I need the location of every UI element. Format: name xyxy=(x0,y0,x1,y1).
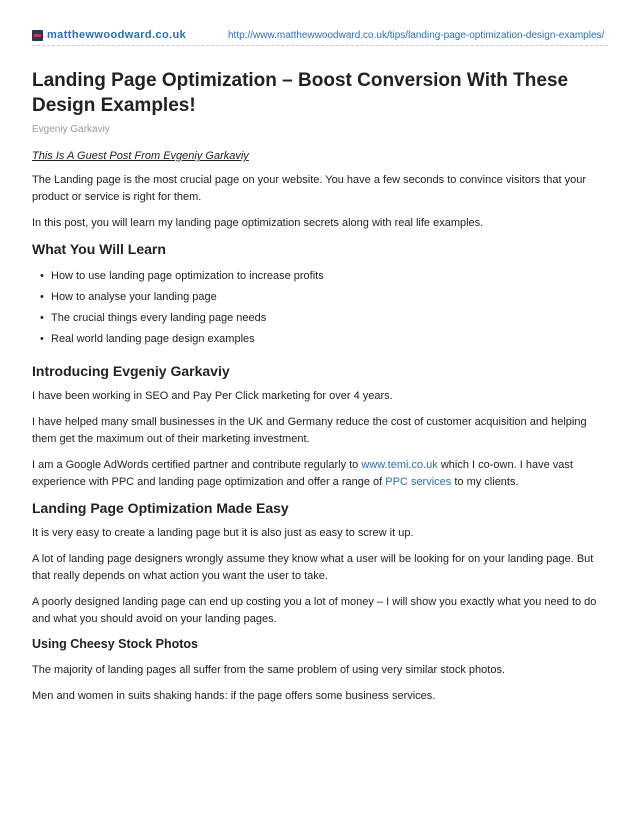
intro-paragraph-1: The Landing page is the most crucial page on your website. You have a few seconds to convince visitors that your product or service is right for them. xyxy=(32,174,586,203)
list-item: • Real world landing page design examples xyxy=(40,329,610,350)
learn-list xyxy=(40,266,610,350)
site-name[interactable]: matthewwoodward.co.uk xyxy=(47,29,187,41)
bio-paragraph-2: I have helped many small businesses in the UK and Germany reduce the cost of customer acquisition and helping them get the maximum out of their marketing investment. xyxy=(32,416,587,445)
easy-paragraph-3: A poorly designed landing page can end up costing you a lot of money – I will show you exactly what you need to do and what you should avoid on your landing pages. xyxy=(32,596,597,625)
site-logo-icon xyxy=(32,30,43,41)
bio-text-start: I am a Google AdWords certified partner and contribute regularly to xyxy=(32,459,362,471)
source-url-link[interactable]: http://www.matthewwoodward.co.uk/tips/landing-page-optimization-design-examples/ xyxy=(228,30,605,41)
intro-paragraph-2: In this post, you will learn my landing page optimization secrets along with real life examples. xyxy=(32,217,484,229)
header-divider xyxy=(32,45,608,46)
bio-paragraph-1: I have been working in SEO and Pay Per Click marketing for over 4 years. xyxy=(32,390,393,402)
bio-paragraph-3 xyxy=(32,457,610,491)
easy-paragraph-2: A lot of landing page designers wrongly assume they know what a user will be looking for on your landing page. But that really depends on what action you want the user to take. xyxy=(32,553,594,582)
article-title: Landing Page Optimization – Boost Conversion With These Design Examples! xyxy=(32,70,569,116)
easy-paragraph-1: It is very easy to create a landing page but it is also just as easy to screw it up. xyxy=(32,527,414,539)
bio-text-end: to my clients. xyxy=(451,476,519,488)
ppc-services-link[interactable]: PPC services xyxy=(385,476,452,488)
stock-paragraph-2: Men and women in suits shaking hands: if the page offers some business services. xyxy=(32,690,436,702)
temi-link[interactable]: www.temi.co.uk xyxy=(361,459,438,471)
page-header xyxy=(32,29,608,43)
subheading-cheesy-stock-photos: Using Cheesy Stock Photos xyxy=(32,637,199,651)
section-heading-introducing: Introducing Evgeniy Garkaviy xyxy=(32,363,230,379)
list-item: • How to analyse your landing page xyxy=(40,287,610,308)
guest-post-note: This Is A Guest Post From Evgeniy Garkaviy xyxy=(32,150,249,162)
section-heading-made-easy: Landing Page Optimization Made Easy xyxy=(32,500,289,516)
author-byline: Evgeniy Garkaviy xyxy=(32,124,110,135)
list-item: • How to use landing page optimization to increase profits xyxy=(40,266,610,287)
stock-paragraph-1: The majority of landing pages all suffer from the same problem of using very similar stock photos. xyxy=(32,664,506,676)
article-body xyxy=(32,68,610,714)
list-item: • The crucial things every landing page needs xyxy=(40,308,610,329)
bio-text-middle: which I co-own. I have vast experience with PPC and landing page optimization and offer a range of xyxy=(32,459,573,488)
section-heading-what-you-will-learn: What You Will Learn xyxy=(32,241,166,257)
